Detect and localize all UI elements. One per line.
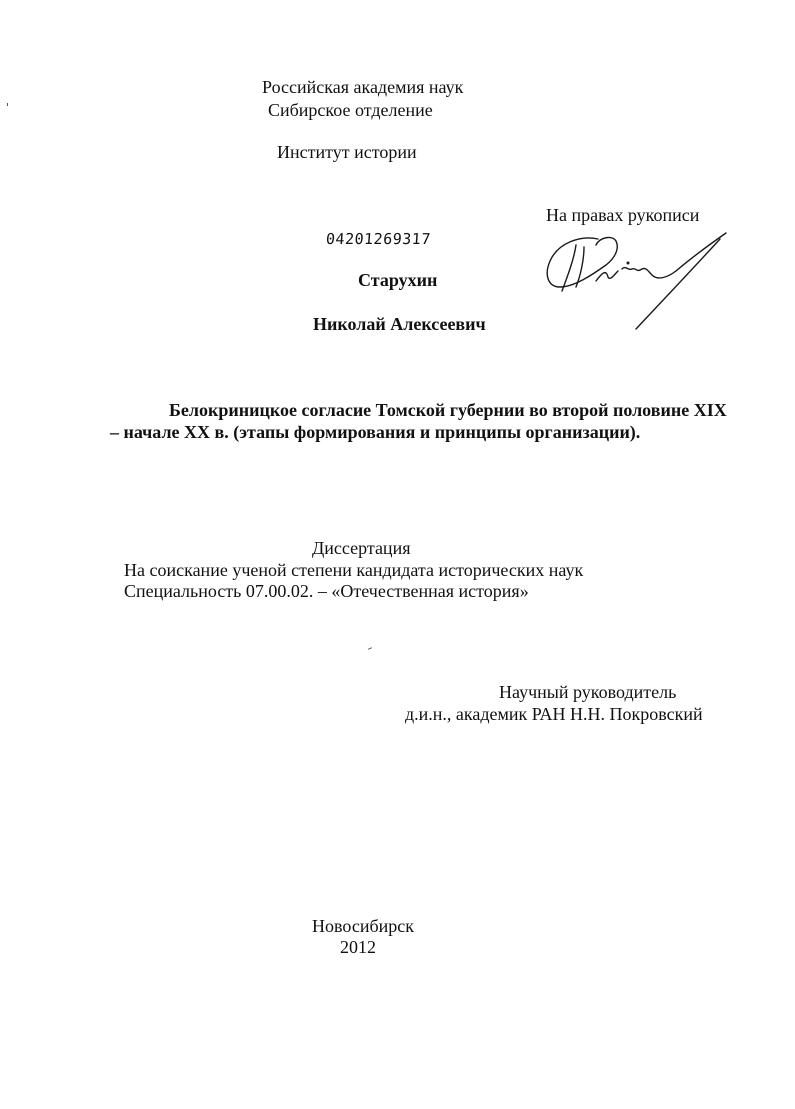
- branch-name: Сибирское отделение: [268, 100, 433, 120]
- supervisor-name: д.и.н., академик РАН Н.Н. Покровский: [405, 704, 703, 724]
- degree-statement: На соискание ученой степени кандидата исторических наук: [124, 560, 584, 580]
- scan-speck: [368, 647, 372, 650]
- supervisor-label: Научный руководитель: [499, 682, 677, 702]
- manuscript-rights-label: На правах рукописи: [546, 205, 700, 225]
- academy-name: Российская академия наук: [262, 77, 464, 97]
- dissertation-title-line-1: Белокриницкое согласие Томской губернии во второй половине XIX: [169, 400, 727, 420]
- author-surname: Старухин: [358, 270, 438, 290]
- specialty-statement: Специальность 07.00.02. – «Отечественная история»: [124, 581, 529, 601]
- year: 2012: [340, 937, 376, 957]
- author-given-names: Николай Алексеевич: [313, 314, 486, 334]
- signature-image: [540, 225, 730, 335]
- registration-number: 04201269317: [325, 230, 432, 248]
- dissertation-title-line-2: – начале XX в. (этапы формирования и принципы организации).: [110, 422, 641, 442]
- institute-name: Институт истории: [277, 142, 417, 162]
- city: Новосибирск: [312, 916, 414, 936]
- scan-speck: [7, 103, 8, 106]
- dissertation-label: Диссертация: [312, 538, 411, 558]
